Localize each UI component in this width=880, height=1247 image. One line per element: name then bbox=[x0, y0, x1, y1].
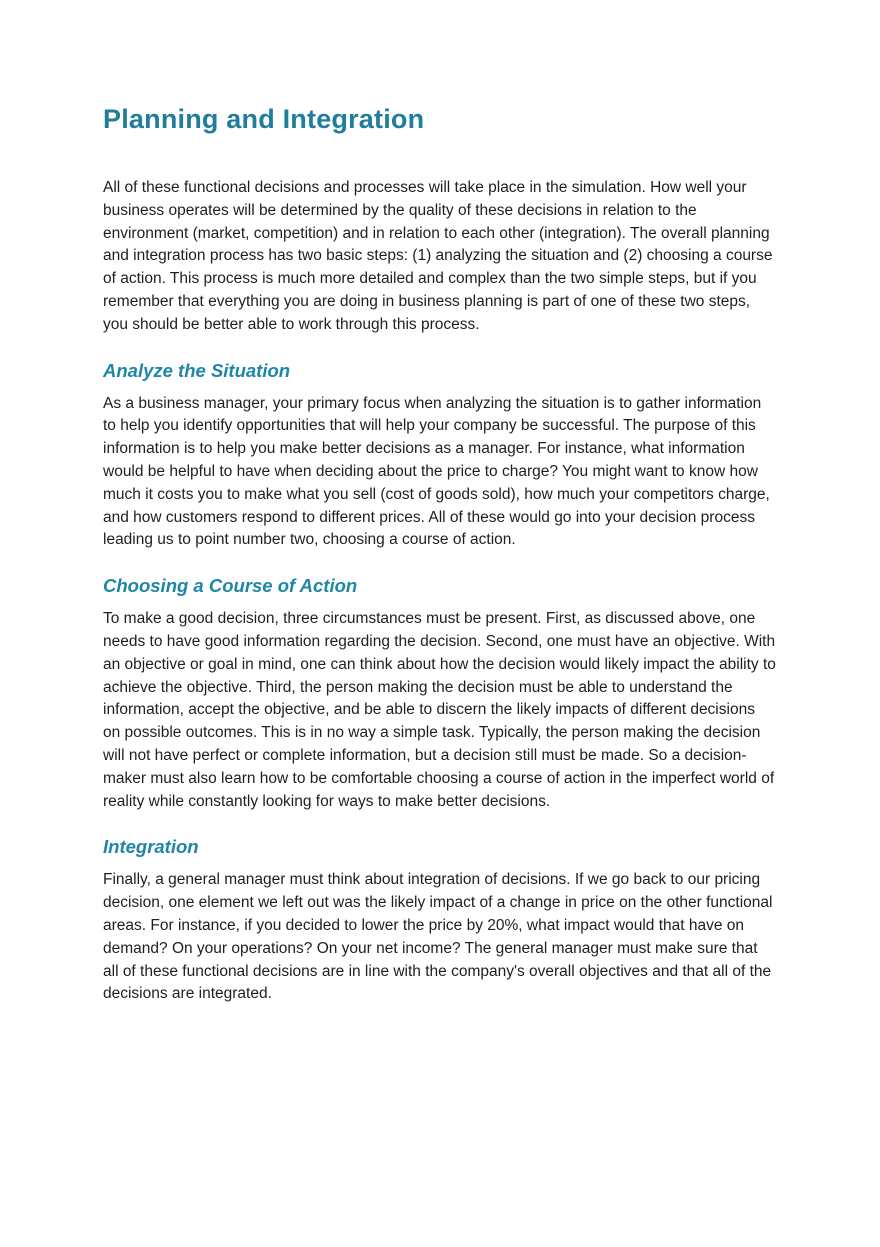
intro-paragraph: All of these functional decisions and processes will take place in the simulation. How well your business operates will be determined by the quality of these decisions in relation to the environment (market, competition) and in relation to each other (integration). The overall planning and integration process has two basic steps: (1) analyzing the situation and (2) choosing a course of action. This process is much more detailed and complex than the two simple steps, but if you remember that everything you are doing in business planning is part of one of these two steps, you should be better able to work through this process. bbox=[103, 179, 773, 333]
section-choosing-a-course-of-action bbox=[103, 574, 776, 813]
section-heading: Analyze the Situation bbox=[103, 359, 291, 381]
section-heading: Integration bbox=[103, 836, 199, 858]
page-title: Planning and Integration bbox=[103, 104, 425, 134]
section-analyze-the-situation bbox=[103, 359, 776, 553]
section-body: As a business manager, your primary focus when analyzing the situation is to gather information to help you identify opportunities that will help your company be successful. The purpose of this information is to help you make better decisions as a manager. For instance, what information would be helpful to have when deciding about the price to charge? You might want to know how much it costs you to make what you sell (cost of goods sold), how much your competitors charge, and how customers respond to different prices. All of these would go into your decision process leading us to point number two, choosing a course of action. bbox=[103, 394, 770, 549]
section-body: Finally, a general manager must think about integration of decisions. If we go back to our pricing decision, one element we left out was the likely impact of a change in price on the other functional areas. For instance, if you decided to lower the price by 20%, what impact would that have on demand? On your operations? On your net income? The general manager must make sure that all of these functional decisions are in line with the company's overall objectives and that all of the decisions are integrated. bbox=[103, 871, 773, 1003]
section-body: To make a good decision, three circumstances must be present. First, as discussed above, one needs to have good information regarding the decision. Second, one must have an objective. With an objective or goal in mind, one can think about how the decision would likely impact the ability to achieve the objective. Third, the person making the decision must be able to understand the information, accept the objective, and be able to discern the likely impacts of different decisions on possible outcomes. This is in no way a simple task. Typically, the person making the decision will not have perfect or complete information, but a decision still must be made. So a decision-maker must also learn how to be comfortable choosing a course of action in the imperfect world of reality while constantly looking for ways to make better decisions. bbox=[103, 610, 776, 810]
section-heading: Choosing a Course of Action bbox=[103, 575, 358, 597]
section-integration bbox=[103, 835, 776, 1006]
